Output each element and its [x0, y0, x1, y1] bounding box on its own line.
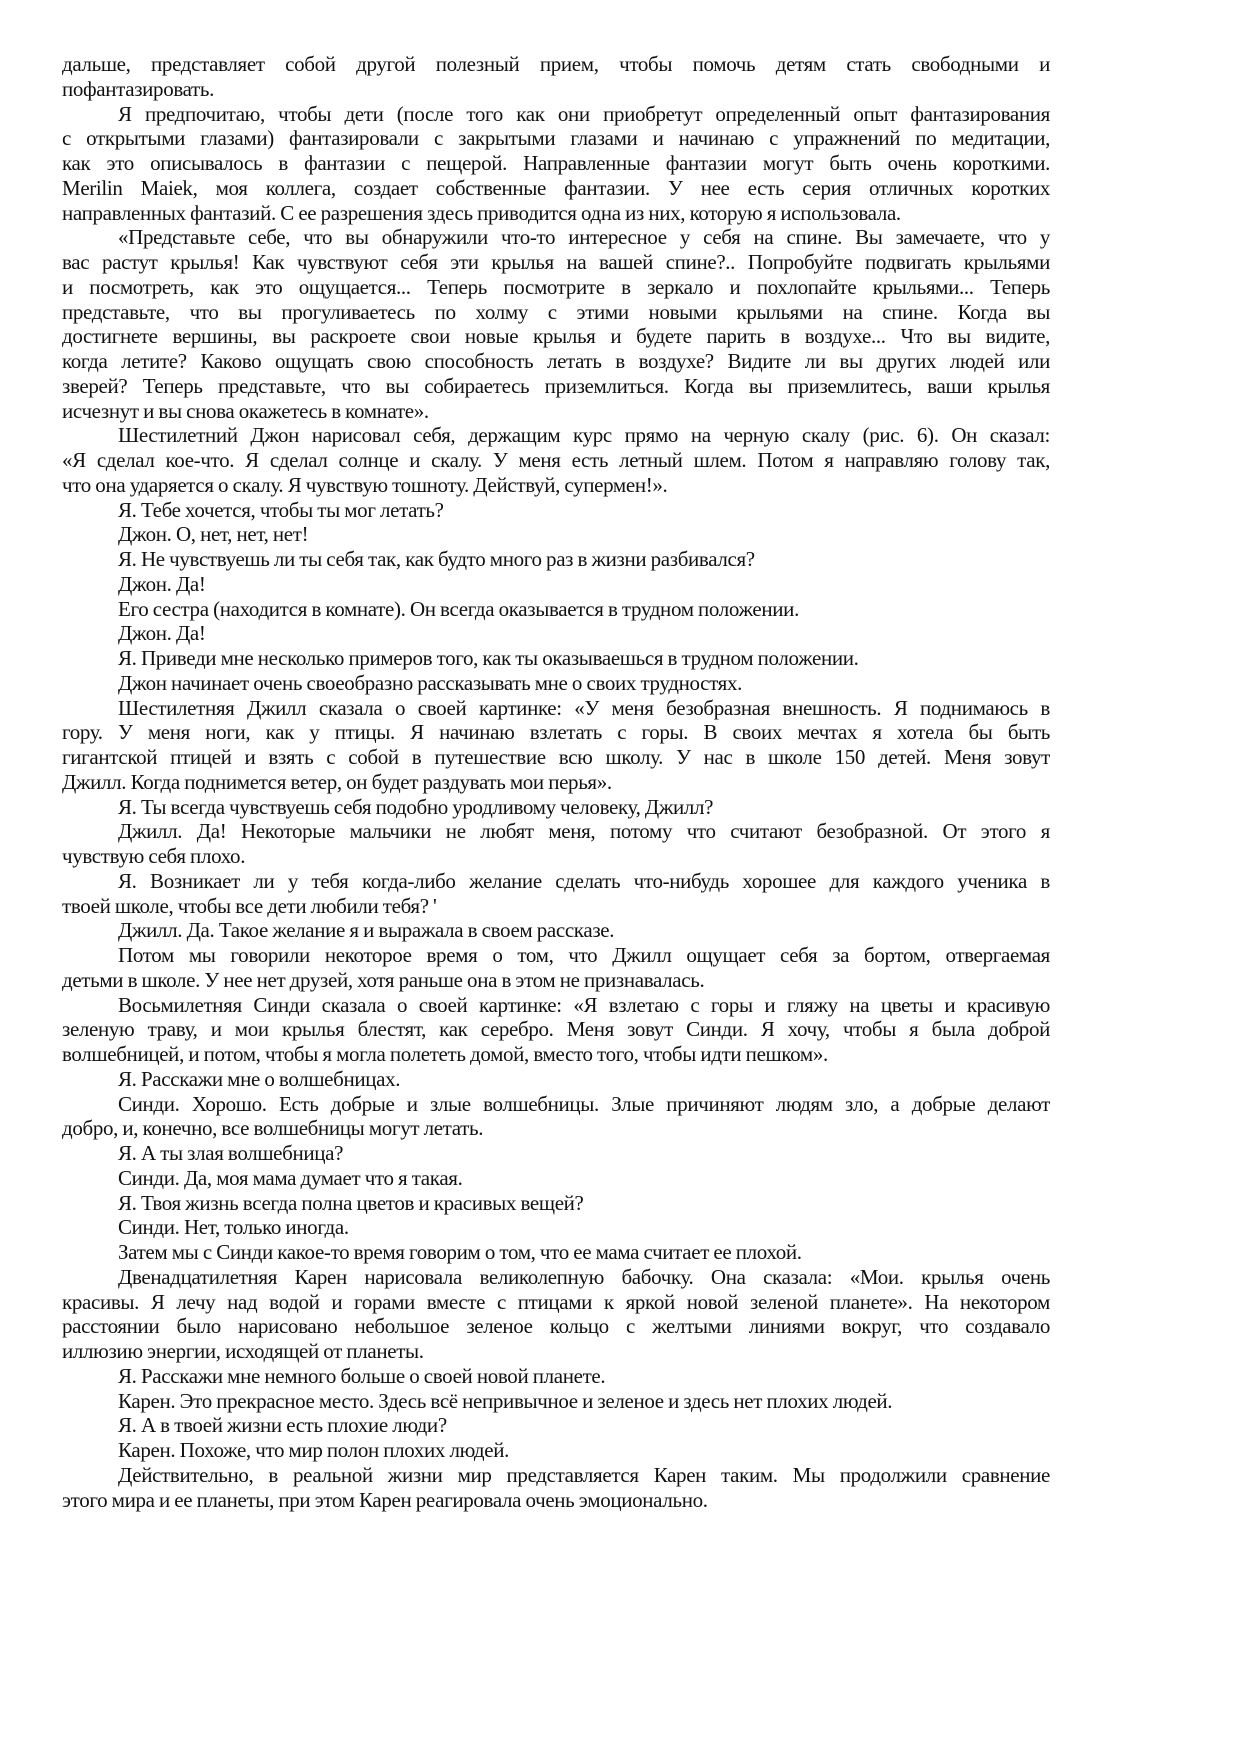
text-line: Джилл. Да! Некоторые мальчики не любят меня, потому что считают безобразной. От этого я — [118, 819, 1050, 844]
text-line: Я. Тебе хочется, чтобы ты мог летать? — [118, 497, 444, 522]
text-line: Я. Возникает ли у тебя когда-либо желание сделать что-нибудь хорошее для каждого ученика в — [118, 868, 1050, 893]
text-line: исчезнут и вы снова окажетесь в комнате». — [62, 398, 429, 423]
text-line: направленных фантазий. С ее разрешения здесь приводится одна из них, которую я использовала. — [62, 200, 901, 225]
text-line: Джон. О, нет, нет, нет! — [118, 522, 309, 547]
paragraph — [62, 1413, 1050, 1438]
text-line: Я. Не чувствуешь ли ты себя так, как будто много раз в жизни разбивался? — [118, 547, 755, 571]
paragraph — [62, 1463, 1050, 1513]
text-line: Его сестра (находится в комнате). Он всегда оказывается в трудном положении. — [118, 596, 799, 621]
text-line: Шестилетний Джон нарисовал себя, держащим курс прямо на черную скалу (рис. 6). Он сказал: — [118, 423, 1050, 448]
text-line: Двенадцатилетняя Карен нарисовала великолепную бабочку. Она сказала: «Мои. крылья очень — [118, 1264, 1050, 1289]
paragraph — [62, 943, 1050, 993]
text-line: зверей? Теперь представьте, что вы собираетесь приземлиться. Когда вы приземлитесь, ваши крылья — [62, 373, 1050, 398]
text-line: пофантазировать. — [62, 76, 215, 101]
text-line: «Представьте себе, что вы обнаружили что-то интересное у себя на спине. Вы замечаете, что у — [118, 225, 1050, 250]
text-line: Джилл. Когда поднимется ветер, он будет раздувать мои перья». — [62, 769, 612, 794]
text-line: Я. Расскажи мне о волшебницах. — [118, 1066, 401, 1091]
text-line: с открытыми глазами) фантазировали с закрытыми глазами и начинаю с упражнений по медитации, — [62, 126, 1050, 151]
text-line: красивы. Я лечу над водой и горами вместе с птицами к яркой новой зеленой планете». На некотором — [62, 1289, 1050, 1314]
text-line: как это описывалось в фантазии с пещерой. Направленные фантазии могут быть очень короткими. — [62, 151, 1050, 175]
paragraph — [62, 1265, 1050, 1364]
text-line: Джилл. Да. Такое желание я и выражала в своем рассказе. — [118, 918, 615, 943]
text-line: Восьмилетняя Синди сказала о своей картинке: «Я взлетаю с горы и гляжу на цветы и красивую — [118, 992, 1050, 1017]
text-line: волшебницей, и потом, чтобы я могла полететь домой, вместо того, чтобы идти пешком». — [62, 1042, 828, 1066]
paragraph — [62, 1141, 1050, 1166]
paragraph — [62, 1067, 1050, 1092]
text-line: вас растут крылья! Как чувствуют себя эти крылья на вашей спине?.. Попробуйте подвигать крыльями — [62, 250, 1050, 274]
text-line: дальше, представляет собой другой полезный прием, чтобы помочь детям стать свободными и — [62, 52, 1050, 76]
text-line: Шестилетняя Джилл сказала о своей картинке: «У меня безобразная внешность. Я поднимаюсь в — [118, 695, 1050, 720]
text-line: Синди. Хорошо. Есть добрые и злые волшебницы. Злые причиняют людям зло, а добрые делают — [118, 1091, 1050, 1116]
paragraph — [62, 1240, 1050, 1265]
text-line: Джон. Да! — [118, 571, 206, 596]
paragraph — [62, 1166, 1050, 1191]
text-line: что она ударяется о скалу. Я чувствую тошноту. Действуй, супермен!». — [62, 472, 668, 497]
text-line: гигантской птицей и взять с собой в путешествие всю школу. У нас в школе 150 детей. Меня зовут — [62, 745, 1050, 769]
paragraph — [62, 795, 1050, 820]
paragraph — [62, 993, 1050, 1067]
paragraph — [62, 621, 1050, 646]
text-line: Я. Твоя жизнь всегда полна цветов и красивых вещей? — [118, 1190, 584, 1215]
document-page — [62, 52, 1050, 1512]
paragraph — [62, 918, 1050, 943]
paragraph — [62, 696, 1050, 795]
text-line: Карен. Похоже, что мир полон плохих людей. — [118, 1438, 509, 1462]
text-line: этого мира и ее планеты, при этом Карен реагировала очень эмоционально. — [62, 1487, 708, 1512]
text-line: Я. Ты всегда чувствуешь себя подобно уродливому человеку, Джилл? — [118, 794, 714, 819]
paragraph — [62, 1092, 1050, 1142]
paragraph — [62, 819, 1050, 869]
text-line: Потом мы говорили некоторое время о том, что Джилл ощущает себя за бортом, отвергаемая — [118, 943, 1050, 967]
text-line: Я предпочитаю, чтобы дети (после того как они приобретут определенный опыт фантазирования — [118, 101, 1050, 126]
paragraph — [62, 1389, 1050, 1414]
paragraph — [62, 52, 1050, 102]
text-line: Джон начинает очень своеобразно рассказывать мне о своих трудностях. — [118, 670, 743, 695]
text-line: представьте, что вы прогуливаетесь по холму с этими новыми крыльями на спине. Когда вы — [62, 299, 1050, 324]
text-line: Я. Приведи мне несколько примеров того, как ты оказываешься в трудном положении. — [118, 646, 859, 670]
text-line: Я. А ты злая волшебница? — [118, 1141, 344, 1165]
text-line: когда летите? Каково ощущать свою способность летать в воздухе? Видите ли вы других людей или — [62, 349, 1050, 373]
text-line: зеленую траву, и мои крылья блестят, как серебро. Меня зовут Синди. Я хочу, чтобы я была доброй — [62, 1017, 1050, 1042]
paragraph — [62, 1215, 1050, 1240]
paragraph — [62, 1191, 1050, 1216]
text-line: достигнете вершины, вы раскроете свои новые крылья и будете парить в воздухе... Что вы видите, — [62, 324, 1050, 349]
paragraph — [62, 225, 1050, 423]
paragraph — [62, 522, 1050, 547]
text-line: Затем мы с Синди какое-то время говорим о том, что ее мама считает ее плохой. — [118, 1240, 802, 1264]
text-line: добро, и, конечно, все волшебницы могут летать. — [62, 1116, 484, 1141]
text-line: Я. А в твоей жизни есть плохие люди? — [118, 1413, 447, 1438]
text-line: чувствую себя плохо. — [62, 844, 246, 868]
paragraph — [62, 597, 1050, 622]
text-line: Карен. Это прекрасное место. Здесь всё непривычное и зеленое и здесь нет плохих людей. — [118, 1388, 893, 1413]
paragraph — [62, 869, 1050, 919]
paragraph — [62, 102, 1050, 226]
paragraph — [62, 547, 1050, 572]
text-line: детьми в школе. У нее нет друзей, хотя раньше она в этом не признавалась. — [62, 967, 705, 992]
text-line: Я. Расскажи мне немного больше о своей новой планете. — [118, 1363, 606, 1388]
text-line: Merilin Maiek, моя коллега, создает собственные фантазии. У нее есть серия отличных коротких — [62, 175, 1050, 200]
text-line: «Я сделал кое-что. Я сделал солнце и скалу. У меня есть летный шлем. Потом я направляю голову так, — [62, 448, 1050, 472]
text-line: гору. У меня ноги, как у птицы. Я начинаю взлетать с горы. В своих мечтах я хотела бы быть — [62, 720, 1050, 745]
paragraph — [62, 572, 1050, 597]
text-line: Синди. Да, моя мама думает что я такая. — [118, 1165, 463, 1190]
paragraph — [62, 1438, 1050, 1463]
paragraph — [62, 1364, 1050, 1389]
text-line: и посмотреть, как это ощущается... Теперь посмотрите в зеркало и похлопайте крыльями... Теперь — [62, 274, 1050, 299]
paragraph — [62, 671, 1050, 696]
paragraph — [62, 498, 1050, 523]
text-line: Синди. Нет, только иногда. — [118, 1215, 349, 1240]
paragraph — [62, 646, 1050, 671]
text-line: Действительно, в реальной жизни мир представляется Карен таким. Мы продолжили сравнение — [118, 1462, 1050, 1487]
text-line: расстоянии было нарисовано небольшое зеленое кольцо с желтыми линиями вокруг, что создавало — [62, 1314, 1050, 1339]
text-line: иллюзию энергии, исходящей от планеты. — [62, 1339, 424, 1363]
text-line: твоей школе, чтобы все дети любили тебя? ' — [62, 893, 437, 918]
paragraph — [62, 423, 1050, 497]
text-line: Джон. Да! — [118, 621, 206, 646]
